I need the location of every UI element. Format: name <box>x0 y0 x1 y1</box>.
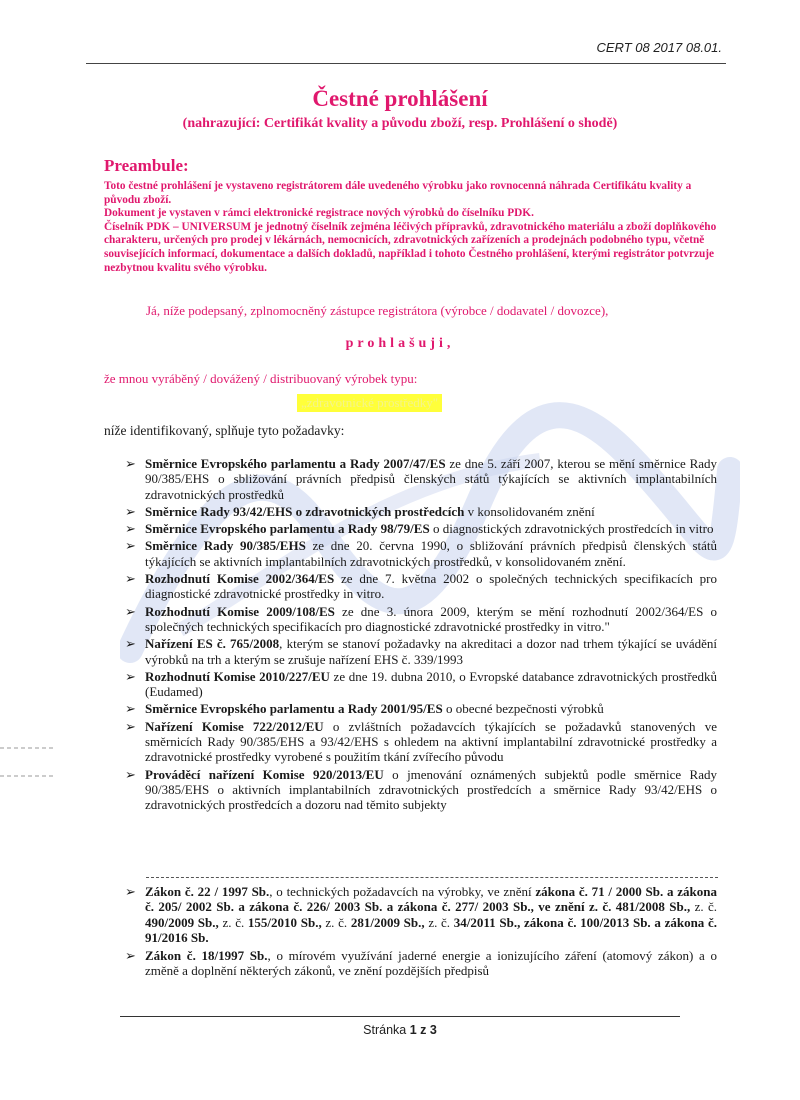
page-separator: z <box>420 1023 427 1037</box>
page-subtitle: (nahrazující: Certifikát kvality a původu zboží, resp. Prohlášení o shodě) <box>182 116 618 131</box>
law-text-part: z. č. <box>424 914 454 930</box>
arrow-bullet-icon: ➢ <box>125 766 136 782</box>
requirement-title: Směrnice Evropského parlamentu a Rady 2007/47/ES <box>145 456 446 471</box>
law-text-part: 34/2011 Sb., zákona č. 100/2013 Sb. a zákona č. 91/2016 Sb. <box>145 914 718 945</box>
requirements-list <box>125 456 717 815</box>
law-text-part: z. č. <box>218 914 248 930</box>
requirement-title: Nařízení ES č. 765/2008 <box>145 636 280 652</box>
laws-list <box>125 884 717 982</box>
requirement-text: o diagnostických zdravotnických prostředcích in vitro <box>429 521 714 537</box>
law-text-part: 490/2009 Sb., <box>145 914 219 930</box>
requirement-text: , kterým se stanoví požadavky na akreditaci a dozor nad trhem týkající se uvádění výrobků na trh a kterým se zrušuje nařízení EHS č. 339/1993 <box>145 636 717 667</box>
arrow-bullet-icon: ➢ <box>125 538 136 554</box>
declarant-statement: Já, níže podepsaný, zplnomocněný zástupce registrátora (výrobce / dodavatel / dovozce), <box>146 303 609 318</box>
law-item <box>125 948 717 979</box>
arrow-bullet-icon: ➢ <box>125 636 136 652</box>
arrow-bullet-icon: ➢ <box>125 884 136 899</box>
product-line: že mnou vyráběný / dovážený / distribuovaný výrobek typu: <box>104 371 418 386</box>
requirement-text: o obecné bezpečnosti výrobků <box>442 701 604 717</box>
law-text-part: , o technických požadavcích na výrobky, ve znění <box>269 884 536 899</box>
requirement-text: v konsolidovaném znění <box>464 503 595 519</box>
dashed-divider <box>146 877 718 878</box>
arrow-bullet-icon: ➢ <box>125 521 136 537</box>
document-reference: CERT 08 2017 08.01. <box>596 40 722 55</box>
requirement-title: Rozhodnutí Komise 2009/108/ES <box>145 603 335 619</box>
law-text-part: Zákon č. 18/1997 Sb. <box>145 948 268 964</box>
law-text-part: Zákon č. 22 / 1997 Sb. <box>145 884 270 899</box>
arrow-bullet-icon: ➢ <box>125 701 136 717</box>
law-text-part: zákona č. 71 / 2000 Sb. a zákona č. 205/ 2002 Sb. a zákona č. 226/ 2003 Sb. a zákona č. 277/ 2003 Sb., ve znění z. č. 481/2008 Sb., <box>145 884 717 915</box>
arrow-bullet-icon: ➢ <box>125 948 136 964</box>
requirement-item <box>125 571 717 602</box>
requirement-title: Směrnice Rady 90/385/EHS <box>145 538 306 554</box>
arrow-bullet-icon: ➢ <box>125 503 136 519</box>
page-label: Stránka <box>363 1023 407 1037</box>
requirement-item <box>125 719 717 765</box>
arrow-bullet-icon: ➢ <box>125 718 136 734</box>
requirement-item <box>125 604 717 635</box>
preamble-heading: Preambule: <box>104 156 189 175</box>
requirement-title: Nařízení Komise 722/2012/EU <box>145 718 324 734</box>
requirement-text: o jmenování oznámených subjektů podle směrnice Rady 90/385/EHS o aktivních implantabilních zdravotnických prostředcích a směrnice Rady 93/42/EHS o zdravotnických prostředcích a dozoru nad těmito subjekty <box>145 766 717 813</box>
requirement-text: ze dne 7. května 2002 o společných technických specifikacích pro diagnostické zdravotnické prostředky in vitro. <box>145 571 717 602</box>
law-item <box>125 884 717 945</box>
law-text-part: z. č. <box>690 899 718 915</box>
page-title: Čestné prohlášení <box>312 86 488 111</box>
requirement-text: ze dne 3. února 2009, kterým se mění rozhodnutí 2002/364/ES o společných technických specifikacích pro diagnostické zdravotnické prostředky in vitro." <box>145 603 717 634</box>
page-current: 1 <box>409 1023 417 1037</box>
margin-marks <box>0 740 60 780</box>
requirement-item <box>125 767 717 813</box>
arrow-bullet-icon: ➢ <box>125 571 136 587</box>
page-number <box>0 1023 800 1037</box>
requirement-item <box>125 538 717 569</box>
requirement-item <box>125 456 717 502</box>
requirement-item <box>125 701 717 716</box>
preamble-paragraph: Číselník PDK – UNIVERSUM je jednotný číselník zejména léčivých přípravků, zdravotnického materiálu a zboží doplňkového charakteru, určených pro prodej v lékárnách, nemocnicích, zdravotnických zařízeních a prodejnách podobného typu, včetně souvisejících informací, dokumentace a dalších dokladů, například i tohoto Čestného prohlášení, kterými registrátor potvrzuje nezbytnou kvalitu svého výrobku. <box>104 220 717 274</box>
product-type-highlight: „zdravotnické prostředky" <box>297 394 442 412</box>
requirement-text: ze dne 5. září 2007, kterou se mění směrnice Rady 90/385/EHS o sbližování právních předpisů členských států týkajících se aktivních implantabilních zdravotnických prostředků <box>145 456 718 502</box>
preamble-paragraph: Toto čestné prohlášení je vystaveno registrátorem dále uvedeného výrobku jako rovnocenná náhrada Certifikátu kvality a původu zboží. <box>104 180 692 206</box>
footer-divider <box>120 1016 680 1017</box>
law-text-part: 281/2009 Sb., <box>350 914 425 930</box>
requirement-title: Rozhodnutí Komise 2002/364/ES <box>145 571 335 587</box>
requirement-item <box>125 636 717 667</box>
declare-heading: prohlašuji, <box>345 336 455 351</box>
requirement-title: Směrnice Evropského parlamentu a Rady 98/79/ES <box>145 521 430 537</box>
arrow-bullet-icon: ➢ <box>125 668 136 684</box>
requirement-title: Směrnice Evropského parlamentu a Rady 2001/95/ES <box>145 701 443 717</box>
preamble-text <box>104 180 719 275</box>
preamble-paragraph: Dokument je vystaven v rámci elektronické registrace nových výrobků do číselníku PDK. <box>104 207 534 220</box>
law-text-part: z. č. <box>321 914 351 930</box>
identified-text: níže identifikovaný, splňuje tyto požadavky: <box>104 423 345 438</box>
header-divider <box>86 63 726 64</box>
requirement-text: ze dne 19. dubna 2010, o Evropské databance zdravotnických prostředků (Eudamed) <box>145 668 718 700</box>
page-total: 3 <box>429 1023 437 1037</box>
requirement-text: ze dne 20. června 1990, o sbližování právních předpisů členských států týkajících se aktivních implantabilních zdravotnických prostředků, v konsolidovaném znění. <box>145 538 717 569</box>
requirement-title: Směrnice Rady 93/42/EHS o zdravotnických prostředcích <box>145 503 465 519</box>
arrow-bullet-icon: ➢ <box>125 456 136 471</box>
arrow-bullet-icon: ➢ <box>125 603 136 619</box>
requirement-item <box>125 669 717 700</box>
requirement-item <box>125 521 717 536</box>
requirement-text: o zvláštních požadavcích týkajících se požadavků stanovených ve směrnicích Rady 90/385/EHS a 93/42/EHS s ohledem na aktivní implantabilní zdravotnické prostředky a zdravotnické prostředky vyrobené s použitím tkání zvířecího původu <box>145 718 717 765</box>
requirement-item <box>125 504 717 519</box>
law-text-part: 155/2010 Sb., <box>247 914 322 930</box>
requirement-title: Prováděcí nařízení Komise 920/2013/EU <box>145 766 384 782</box>
requirement-title: Rozhodnutí Komise 2010/227/EU <box>145 668 330 684</box>
law-text-part: , o mírovém využívání jaderné energie a ionizujícího záření (atomový zákon) a o změně a doplnění některých zákonů, ve znění pozdějších předpisů <box>145 948 717 979</box>
